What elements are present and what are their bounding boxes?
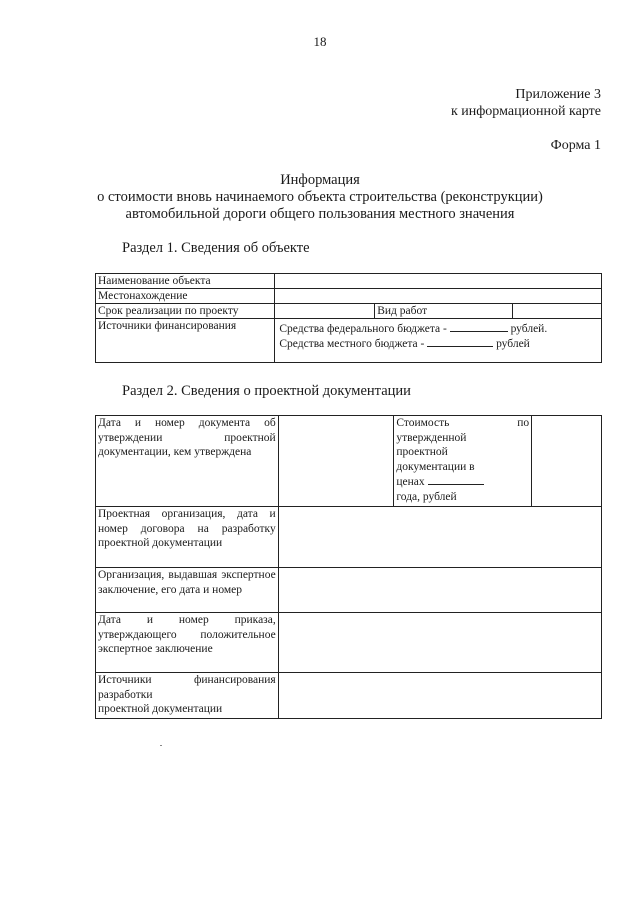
- design-org-label: Проектная организация, дата и номер договора на разработку проектной документации: [96, 507, 279, 568]
- title-line-1: Информация: [280, 172, 360, 188]
- title-line-2: о стоимости вновь начинаемого объекта строительства (реконструкции): [97, 189, 543, 205]
- cost-label-word-by: по: [517, 417, 530, 429]
- local-budget-prefix: Средства местного бюджета -: [279, 338, 425, 350]
- appendix-line-1: Приложение 3: [515, 87, 601, 102]
- document-title: [60, 172, 580, 223]
- funding-sources-line-1: Источники финансирования разработки: [98, 674, 276, 701]
- expert-org-value[interactable]: [278, 568, 601, 613]
- funding-sources-line-2: проектной документации: [98, 703, 223, 715]
- form-label: Форма 1: [550, 138, 601, 153]
- cost-label-line-4: документации в: [396, 460, 475, 473]
- approval-doc-value[interactable]: [278, 416, 394, 507]
- cost-label-prices: ценах: [396, 476, 425, 488]
- funding-sources-value[interactable]: [278, 673, 601, 719]
- federal-budget-suffix: рублей.: [510, 323, 548, 335]
- object-name-label: Наименование объекта: [96, 274, 275, 289]
- funding-value: [275, 319, 602, 363]
- approval-order-label: Дата и номер приказа, утверждающего положительное экспертное заключение: [96, 613, 279, 673]
- cost-value[interactable]: [532, 416, 602, 507]
- funding-sources-label: [96, 673, 279, 719]
- title-line-3: автомобильной дороги общего пользования местного значения: [125, 206, 515, 222]
- expert-org-label: Организация, выдавшая экспертное заключение, его дата и номер: [96, 568, 279, 613]
- location-label: Местонахождение: [96, 289, 275, 304]
- federal-budget-prefix: Средства федерального бюджета -: [279, 323, 447, 335]
- page-number: 18: [313, 34, 327, 49]
- cost-label-line-6: года, рублей: [396, 490, 457, 503]
- object-name-value[interactable]: [275, 274, 602, 289]
- local-budget-suffix: рублей: [496, 338, 530, 350]
- term-label: Срок реализации по проекту: [96, 304, 275, 319]
- approval-order-value[interactable]: [278, 613, 601, 673]
- project-docs-table: [95, 415, 602, 719]
- work-type-label: Вид работ: [375, 304, 513, 319]
- object-info-table: [95, 273, 602, 363]
- design-org-value[interactable]: [278, 507, 601, 568]
- cost-label-line-2: утвержденной: [396, 431, 467, 444]
- local-budget-line: [279, 336, 597, 351]
- cost-label-line-1: [396, 416, 529, 431]
- location-value[interactable]: [275, 289, 602, 304]
- cost-label-word-cost: Стоимость: [396, 417, 450, 429]
- appendix-line-2: к информационной карте: [450, 104, 601, 119]
- cost-label-line-5: [396, 474, 529, 490]
- approval-doc-label: Дата и номер документа об утверждении проектной документации, кем утверждена: [96, 416, 279, 507]
- funding-label: Источники финансирования: [96, 319, 275, 363]
- section1-heading: Раздел 1. Сведения об объекте: [122, 240, 310, 256]
- price-year-blank[interactable]: [428, 474, 484, 485]
- federal-budget-blank[interactable]: [450, 321, 508, 332]
- federal-budget-line: [279, 321, 597, 336]
- section2-heading: Раздел 2. Сведения о проектной документации: [122, 383, 411, 399]
- work-type-value[interactable]: [513, 304, 602, 319]
- scan-speck: [160, 745, 162, 746]
- cost-label-line-3: проектной: [396, 446, 448, 458]
- appendix-reference: [451, 86, 601, 120]
- local-budget-blank[interactable]: [427, 336, 493, 347]
- term-value[interactable]: [275, 304, 375, 319]
- cost-label: [394, 416, 532, 507]
